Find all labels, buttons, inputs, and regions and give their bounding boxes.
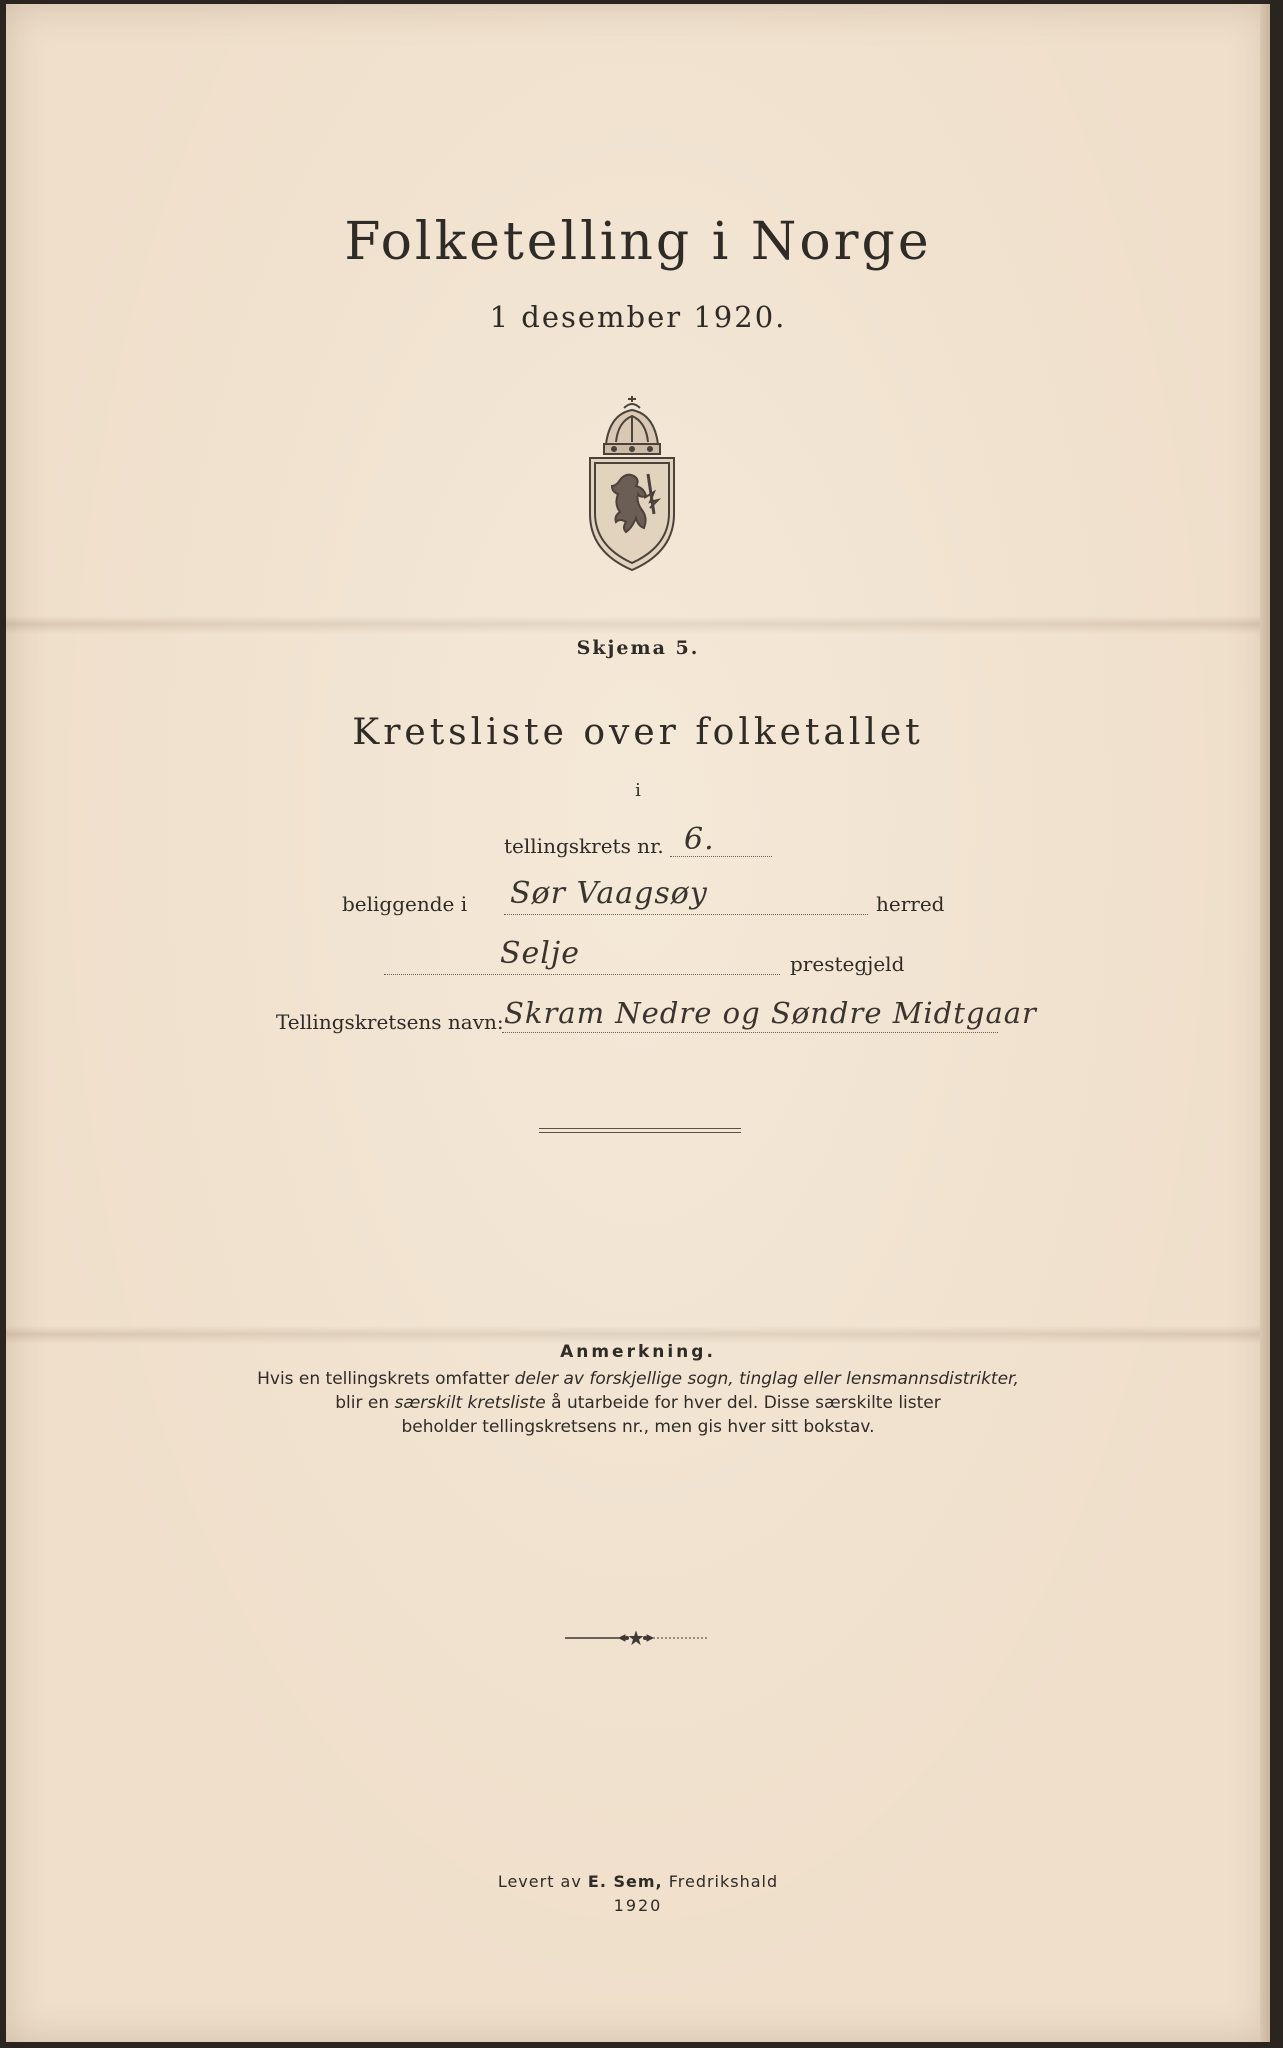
print-year: 1920 — [613, 1896, 663, 1915]
ornament-divider-icon — [561, 1630, 711, 1646]
note-line-2-text-a: blir en — [335, 1393, 395, 1413]
printer-line — [6, 1872, 1270, 1891]
norwegian-coat-of-arms-icon — [586, 394, 678, 572]
census-date: 1 desember 1920. — [489, 300, 787, 334]
document-page — [6, 4, 1270, 2042]
printer-name: E. Sem, — [587, 1872, 663, 1891]
divider-rule — [539, 1128, 741, 1129]
prestegjeld-label: prestegjeld — [790, 952, 905, 976]
prestegjeld-value: Selje — [500, 936, 580, 971]
beliggende-value: Sør Vaagsøy — [510, 876, 708, 911]
prestegjeld-line — [384, 974, 780, 975]
note-line-1-text: Hvis en tellingskrets omfatter — [257, 1369, 515, 1389]
note-line-3: beholder tellingskretsens nr., men gis hver sitt bokstav. — [401, 1417, 875, 1437]
form-heading: Kretsliste over folketallet — [352, 712, 924, 753]
kretsnavn-line — [502, 1032, 998, 1033]
printer-city: Fredrikshald — [662, 1872, 779, 1891]
note-line-2 — [6, 1392, 1270, 1415]
beliggende-line — [504, 914, 868, 915]
document-title: Folketelling i Norge — [344, 212, 932, 272]
note-line-2-italic: særskilt kretsliste — [394, 1393, 546, 1413]
note-line-1 — [6, 1368, 1270, 1391]
beliggende-label: beliggende i — [342, 892, 468, 916]
divider-rule-second — [539, 1132, 741, 1133]
printer-prefix: Levert av — [497, 1872, 588, 1891]
note-title: Anmerkning. — [560, 1342, 716, 1362]
connector-text: i — [635, 780, 641, 801]
tellingskrets-label: tellingskrets nr. — [504, 834, 664, 858]
kretsnavn-value: Skram Nedre og Søndre Midtgaar — [504, 996, 1037, 1030]
note-line-2-text-b: å utarbeide for hver del. Disse særskilte lister — [545, 1393, 941, 1413]
note-line-1-italic: deler av forskjellige sogn, tinglag eller lensmannsdistrikter, — [514, 1369, 1019, 1389]
herred-label: herred — [876, 892, 945, 916]
tellingskrets-value: 6. — [684, 822, 715, 857]
schema-number: Skjema 5. — [576, 637, 700, 659]
kretsnavn-label: Tellingskretsens navn: — [276, 1010, 504, 1034]
